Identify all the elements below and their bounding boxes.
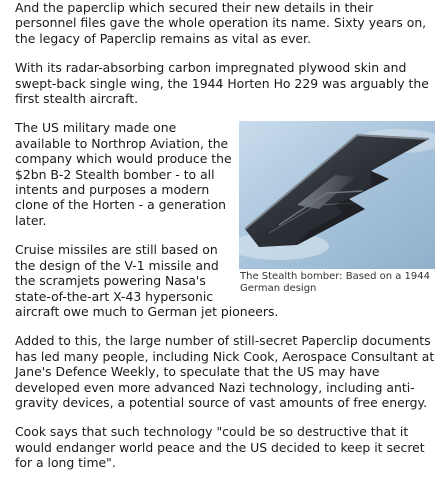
paragraph-4: Cruise missiles are still based on the design of the V-1 missile and the scramjets powering Nasa's state-of-the-art X-43 hypersonic aircraft owe much to German jet pioneers. <box>15 242 279 319</box>
paragraph-6: Cook says that such technology "could be so destructive that it would endanger world peace and the US decided to keep it secret for a long time". <box>15 424 425 471</box>
paragraph-2: With its radar-absorbing carbon impregnated plywood skin and swept-back single wing, the 1944 Horten Ho 229 was arguably the first stealth aircraft. <box>15 60 429 107</box>
paragraph-5: Added to this, the large number of still-secret Paperclip documents has led many people, including Nick Cook, Aerospace Consultant at Jane's Defence Weekly, to speculate that the US may have developed even more advanced Nazi technology, including anti-gravity devices, a potential source of vast amounts of free energy. <box>15 333 435 410</box>
stealth-bomber-photo <box>239 121 435 269</box>
paragraph-1: And the paperclip which secured their new details in their personnel files gave the whole operation its name. Sixty years on, the legacy of Paperclip remains as vital as ever. <box>15 0 427 46</box>
paragraph-3: The US military made one available to Northrop Aviation, the company which would produce the $2bn B-2 Stealth bomber - to all intents and purposes a modern clone of the Horten - a generation later. <box>15 120 232 228</box>
figure-caption: The Stealth bomber: Based on a 1944 German design <box>240 271 430 295</box>
article-body <box>15 0 435 485</box>
stealth-bomber-figure <box>239 121 435 295</box>
